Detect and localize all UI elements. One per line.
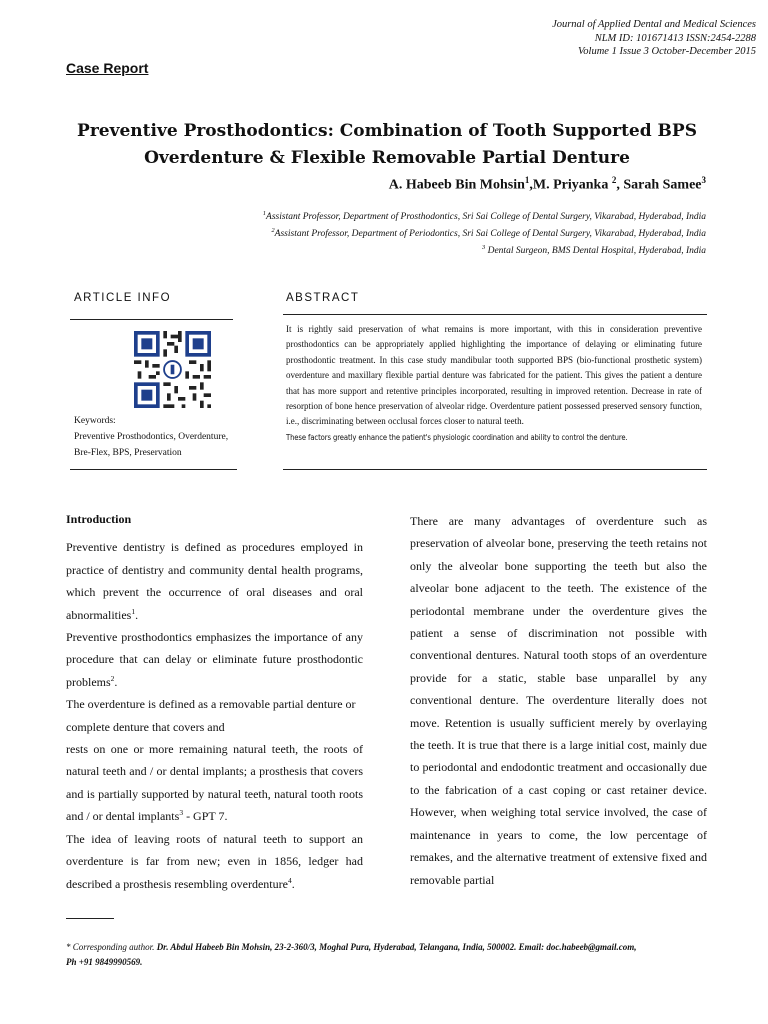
- author-1: A. Habeeb Bin Mohsin: [388, 177, 525, 193]
- abstract-last-line: These factors greatly enhance the patient's physiologic coordination and ability to control the denture.: [286, 432, 628, 442]
- journal-volume: Volume 1 Issue 3 October-December 2015: [578, 46, 756, 57]
- title-line-2: Overdenture & Flexible Removable Partial Denture: [144, 148, 630, 168]
- affiliation-1: $^1$Assistant Professor, Department of Prosthodontics, Sri Sai College of Dental Surgery, Vikarabad, Hyderabad, India: [262, 210, 706, 223]
- article-title: [60, 118, 714, 172]
- abstract-heading: ABSTRACT: [286, 292, 360, 304]
- left-column: [66, 508, 363, 895]
- right-column: [410, 510, 707, 891]
- author-1-sup: 1: [524, 175, 530, 185]
- intro-paragraph-4: The idea of leaving roots of natural teeth to support an overdenture is far from new; even in 1856, ledger had described a prosthesis resembling overdenture$^4$.: [66, 831, 363, 891]
- intro-paragraph-2: Preventive prosthodontics emphasizes the importance of any procedure that can delay or eliminate future prosthodontic problems$^2$.: [66, 630, 363, 689]
- footnote-label: * Corresponding author.: [66, 942, 155, 952]
- intro-paragraph-3b: rests on one or more remaining natural teeth, the roots of natural teeth and / or dental implants; a prosthesis that covers and is partially supported by natural teeth, natural tooth roots and / or dental implants$^3$ - GPT 7.: [66, 742, 363, 824]
- right-column-text: There are many advantages of overdenture such as preservation of alveolar bone, preserving the teeth retains not only the alveolar bone supporting the teeth but also the alveolar bone adjacent to the teeth. The existence of the periodontal membrane under the overdenture gives the patient a sense of discrimination not possible with conventional dentures. Natural tooth stops of an overdenture provide for a static, stable base unparallel by any conventional denture. The overdenture literally does not move. Retention is usually sufficient merely by overlaying the teeth. It is true that there is a large initial cost, mainly due to periodontal and endodontic treatment and occasionally due to the fabrication of a cast coping or cast retainer device. However, when weighing total service involved, the case of maintenance in years to come, the low percentage of remakes, and the alternative treatment of extensive fixed and removable partial: [410, 514, 707, 887]
- affiliation-3: $^3$ Dental Surgeon, BMS Dental Hospital, Hyderabad, India: [481, 244, 706, 257]
- keywords: [74, 413, 228, 461]
- author-2-sup: 2: [611, 175, 617, 185]
- intro-paragraph-3a: The overdenture is defined as a removable partial denture or complete denture that covers and: [66, 697, 356, 734]
- abstract-top-rule: [283, 314, 707, 315]
- abstract-body: It is rightly said preservation of what remains is more important, with this in consideration preventive prosthodontics can be appropriately applied highlighting the importance of delaying or eliminating future prosthodontic treatment. In this case study mandibular tooth supported BPS (bio-functional prosthetic system) overdenture and maxillary flexible partial denture was fabricated for the patient. This gives the patient a denture that has more support and retentive principles incorporated, resulting in improved retention. Decrease in rate of resorption of bone hence preservation of alveolar ridge. Overdenture patient possessed preserved sensory function, i.e., discriminating between occlusal forces closer to natural teeth.: [286, 324, 702, 427]
- keywords-line-2: Bre-Flex, BPS, Preservation: [74, 448, 182, 458]
- footnote-rule: [66, 918, 114, 919]
- title-line-1: Preventive Prosthodontics: Combination of Tooth Supported BPS: [77, 121, 697, 141]
- abstract-bottom-rule: [283, 469, 707, 470]
- footnote-phone: Ph +91 9849990569.: [66, 957, 143, 967]
- article-info-bottom-rule: [70, 469, 237, 470]
- article-info-heading: ARTICLE INFO: [74, 292, 172, 304]
- footnote: [66, 940, 716, 970]
- affiliation-2: $^2$Assistant Professor, Department of Periodontics, Sri Sai College of Dental Surgery, Vikarabad, Hyderabad, India: [271, 227, 706, 240]
- affiliations: [263, 207, 706, 258]
- keywords-line-1: Preventive Prosthodontics, Overdenture,: [74, 432, 229, 442]
- keywords-label: Keywords:: [74, 416, 116, 426]
- article-type: Case Report: [66, 60, 149, 76]
- introduction-heading: Introduction: [66, 512, 132, 526]
- abstract: [286, 322, 702, 445]
- author-3-sup: 3: [701, 175, 706, 185]
- intro-paragraph-1: Preventive dentistry is defined as procedures employed in practice of dentistry and community dental health programs, which prevent the occurrence of oral diseases and oral abnormalities$^1$.: [66, 540, 363, 622]
- journal-ids: NLM ID: 101671413 ISSN:2454-2288: [594, 32, 756, 44]
- journal-name: Journal of Applied Dental and Medical Sciences: [552, 19, 756, 30]
- journal-header: [552, 18, 756, 59]
- author-3: Sarah Samee: [623, 177, 702, 193]
- authors: A. Habeeb Bin Mohsin$^1$,M. Priyanka $^2$, Sarah Samee$^3$: [388, 175, 706, 193]
- qr-code-icon: [134, 331, 211, 408]
- author-2: M. Priyanka: [532, 177, 612, 193]
- footnote-text: Dr. Abdul Habeeb Bin Mohsin, 23-2-360/3, Moghal Pura, Hyderabad, Telangana, India, 500002. Email: doc.habeeb@gmail.com,: [154, 942, 637, 952]
- article-info-top-rule: [70, 319, 233, 320]
